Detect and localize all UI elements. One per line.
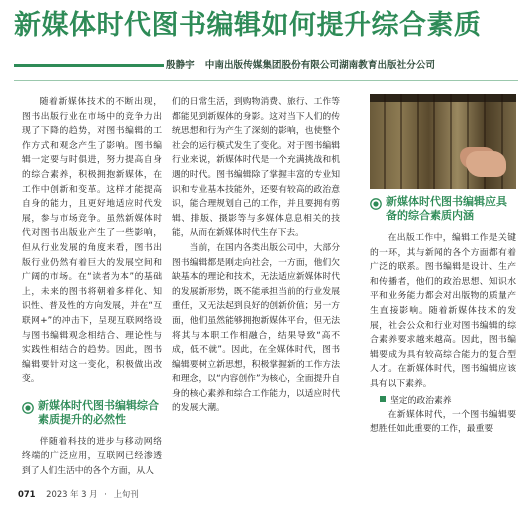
paragraph: 们的日常生活，到购物消费、旅行、工作等都能见到新媒体的身影。这对当下人们的传统思想和行为产生了深刻的影响，也使整个社会的运行模式发生了变化。对于图书编辑行业来说，新媒体时代是一个充满挑战和机遇的时代。图书编辑除了掌握丰富的专业知识和专业基本技能外，还要有较高的政治意识，能合理规划自己的工作，并且要拥有剪辑、排版、摄影等与多媒体息息相关的技能，从而在新媒体时代生存下去。	[172, 97, 340, 239]
author-affiliation: 中南出版传媒集团股份有限公司湖南教育出版社分公司	[204, 60, 436, 71]
subsection-heading	[380, 394, 516, 408]
page-number: 071	[18, 489, 36, 499]
section-title: 新媒体时代图书编辑综合素质提升的必然性	[38, 398, 159, 426]
issue-volume: 上旬刊	[113, 489, 139, 499]
issue-date: 2023 年 3 月	[46, 489, 98, 499]
column-3	[370, 94, 516, 437]
section-heading	[370, 195, 516, 223]
header-divider	[14, 80, 518, 81]
section-title: 新媒体时代图书编辑应具备的综合素质内涵	[386, 195, 507, 222]
author-name: 殷静宇	[166, 60, 195, 71]
paragraph: 随着新媒体技术的不断出现，图书出版行业在市场中的竞争力出现了下降的趋势，对图书编辑的工作方式和观念产生了影响。图书编辑一定要与时俱进，努力提高自身的综合素养，积极拥抱新媒体，在工作中创新和变革。这样才能提高自身的能力，且更好地适应时代发展，参与市场竞争。虽然新媒体时代对图书出版业产生了一些影响，但从行业发展的角度来看，图书出版行业仍然有着巨大的发展空间和广阔的市场。在“读者为本”的基础上，未来的图书将朝着多样化、知识性、普及性的方向发展，并在“互联网+”的冲击下，呈现互联网络设与图书编辑观念相结合、理论性与实践性相结合的趋势。因此，图书编辑要针对这一变化，积极做出改变。	[22, 97, 162, 385]
paragraph: 在新媒体时代，一个图书编辑要想胜任如此重要的工作，最重要	[370, 409, 516, 435]
byline-bar	[14, 64, 164, 67]
paragraph: 伴随着科技的进步与移动网络终端的广泛应用，互联网已经渗透到了人们生活中的各个方面，从人	[22, 436, 162, 477]
section-heading	[22, 399, 162, 427]
byline	[166, 58, 522, 74]
column-1	[22, 95, 162, 479]
paragraph: 在出版工作中，编辑工作是关键的一环，其与新闻的各个方面都有着广泛的联系。图书编辑是设计、生产和传播者，他们的政治思想、知识水平和业务能力都会对出版物的质量产生直接影响。随着新媒体技术的发展，社会公众和行业对图书编辑的综合素养要求越来越高。因此，图书编辑要成为具有较高综合能力的复合型人才。在新媒体时代，图书编辑应该具有以下素养。	[370, 233, 516, 389]
archive-books-photo	[370, 94, 516, 189]
paragraph: 当前，在国内各类出版公司中，大部分图书编辑都是刚走向社会，一方面，他们欠缺基本的理论和技术，无法适应新媒体时代的发展新形势，既不能承担当前的行业发展重任，又无法起到良好的创新价值；另一方面，他们虽然能够拥抱新媒体平台，但无法将其与本职工作相融合，结果导致“高不成，低不就”。因此，在全媒体时代，图书编辑要树立新思想，积极掌握新的工作方法和理念，以“内容创作”为核心，全面提升自身的核心素养和综合工作能力，以适应时代的发展大潮。	[172, 242, 340, 414]
square-bullet-icon	[380, 396, 386, 402]
article-title: 新媒体时代图书编辑如何提升综合素质	[14, 10, 482, 41]
section-bullet-icon	[370, 198, 382, 210]
subsection-title: 坚定的政治素养	[390, 395, 452, 406]
hand-icon	[466, 151, 506, 177]
page-footer: 071 2023 年 3 月 · 上旬刊	[18, 489, 139, 499]
section-bullet-icon	[22, 402, 34, 414]
column-2	[172, 95, 340, 416]
